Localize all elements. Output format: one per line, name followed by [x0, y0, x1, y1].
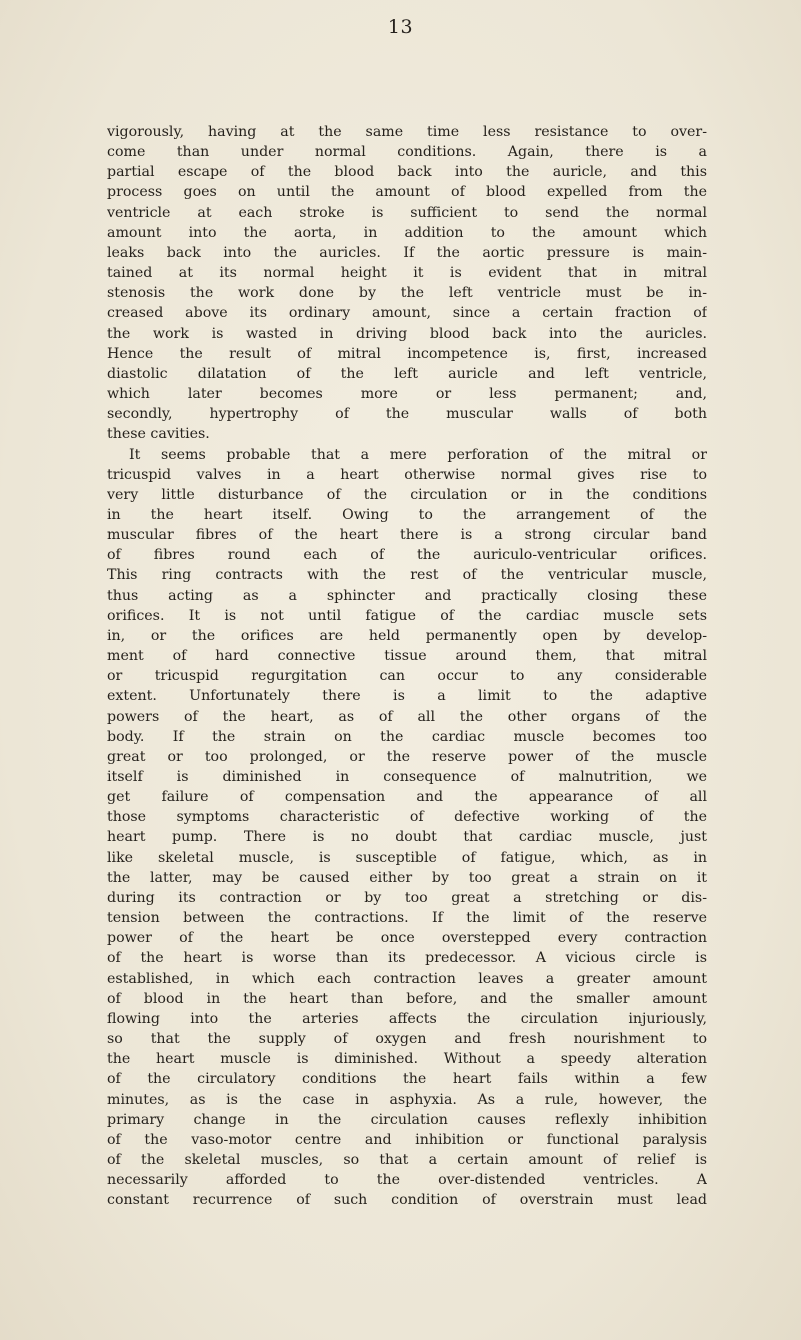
text-line: vigorously, having at the same time less resistance to over-	[107, 124, 707, 140]
text-line: so that the supply of oxygen and fresh nourishment to	[107, 1031, 707, 1048]
text-line: those symptoms characteristic of defective working of the	[107, 809, 707, 826]
text-line: diastolic dilatation of the left auricle and left ventricle,	[107, 365, 707, 382]
text-line: body. If the strain on the cardiac muscle becomes too	[107, 728, 707, 745]
text-line: of fibres round each of the auriculo-ventricular orifices.	[107, 547, 707, 564]
text-line: these cavities.	[107, 426, 210, 443]
text-line: ment of hard connective tissue around them, that mitral	[107, 648, 707, 665]
text-line: which later becomes more or less permanent; and,	[107, 386, 707, 403]
text-line: tained at its normal height it is evident that in mitral	[107, 265, 707, 282]
text-line: power of the heart be once overstepped every contraction	[107, 930, 707, 947]
text-line: tricuspid valves in a heart otherwise normal gives rise to	[107, 466, 707, 483]
text-line: partial escape of the blood back into the auricle, and this	[107, 164, 707, 181]
text-line: great or too prolonged, or the reserve power of the muscle	[107, 748, 707, 765]
text-line: Hence the result of mitral incompetence is, first, increased	[107, 345, 707, 362]
text-line: flowing into the arteries affects the circulation injuriously,	[107, 1010, 707, 1027]
text-line: primary change in the circulation causes reflexly inhibition	[107, 1111, 707, 1128]
text-line: This ring contracts with the rest of the ventricular muscle,	[107, 567, 707, 584]
text-line: or tricuspid regurgitation can occur to any considerable	[107, 668, 707, 685]
text-line: powers of the heart, as of all the other organs of the	[107, 708, 707, 725]
text-line: during its contraction or by too great a stretching or dis-	[107, 889, 707, 906]
text-line: muscular fibres of the heart there is a strong circular band	[107, 527, 707, 544]
text-line: stenosis the work done by the left ventricle must be in-	[107, 285, 707, 302]
text-line: minutes, as is the case in asphyxia. As a rule, however, the	[107, 1091, 707, 1108]
text-line: of blood in the heart than before, and the smaller amount	[107, 990, 707, 1007]
text-line: constant recurrence of such condition of overstrain must lead	[107, 1192, 707, 1209]
text-line: ventricle at each stroke is sufficient to send the normal	[107, 204, 707, 221]
text-line: the heart muscle is diminished. Without a speedy alteration	[107, 1051, 707, 1068]
text-line: amount into the aorta, in addition to the amount which	[107, 224, 707, 241]
text-line: necessarily afforded to the over-distended ventricles. A	[107, 1172, 707, 1189]
text-line: thus acting as a sphincter and practically closing these	[107, 587, 707, 604]
page-number: 13	[387, 16, 414, 38]
text-line: creased above its ordinary amount, since a certain fraction of	[107, 305, 707, 322]
text-line: secondly, hypertrophy of the muscular walls of both	[107, 406, 707, 423]
text-line: process goes on until the amount of blood expelled from the	[107, 184, 707, 201]
text-line: extent. Unfortunately there is a limit to the adaptive	[107, 688, 707, 705]
text-line: tension between the contractions. If the limit of the reserve	[107, 910, 707, 927]
text-line: of the skeletal muscles, so that a certain amount of relief is	[107, 1151, 707, 1168]
text-line: heart pump. There is no doubt that cardiac muscle, just	[107, 829, 707, 846]
text-line: itself is diminished in consequence of malnutrition, we	[107, 769, 707, 785]
text-line: It seems probable that a mere perforation of the mitral or	[129, 446, 707, 463]
text-line: in the heart itself. Owing to the arrangement of the	[107, 506, 707, 523]
text-line: of the circulatory conditions the heart fails within a few	[107, 1071, 707, 1088]
text-line: of the heart is worse than its predecessor. A vicious circle is	[107, 950, 707, 967]
text-line: leaks back into the auricles. If the aortic pressure is main-	[107, 244, 707, 261]
body-text	[107, 122, 707, 1210]
text-line: very little disturbance of the circulation or in the conditions	[107, 486, 707, 503]
text-line: the work is wasted in driving blood back into the auricles.	[107, 325, 707, 342]
text-line: in, or the orifices are held permanently open by develop-	[107, 627, 707, 644]
text-line: like skeletal muscle, is susceptible of fatigue, which, as in	[107, 849, 707, 866]
text-line: get failure of compensation and the appearance of all	[107, 789, 707, 806]
text-line: the latter, may be caused either by too great a strain on it	[107, 869, 707, 886]
text-line: of the vaso-motor centre and inhibition or functional paralysis	[107, 1131, 707, 1148]
text-line: orifices. It is not until fatigue of the cardiac muscle sets	[107, 607, 707, 624]
text-line: come than under normal conditions. Again, there is a	[107, 144, 707, 161]
text-line: established, in which each contraction leaves a greater amount	[107, 970, 707, 987]
